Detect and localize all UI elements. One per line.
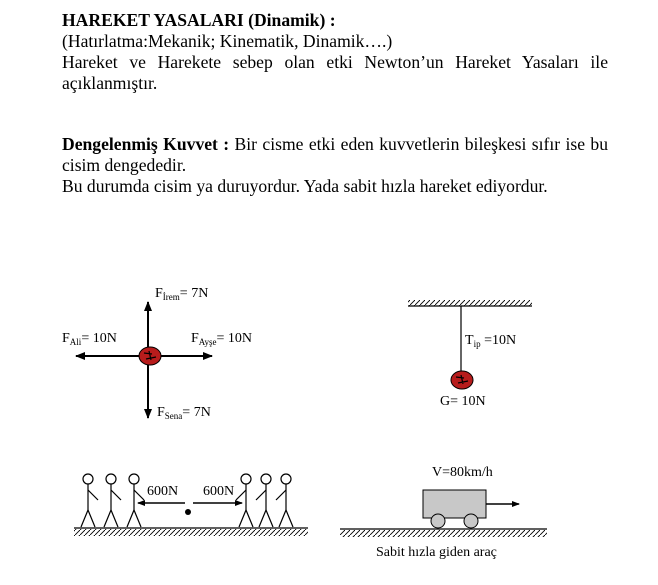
ceiling-hatch	[408, 300, 532, 306]
ground-hatch	[74, 529, 308, 536]
stick-figure	[81, 474, 98, 527]
force-label-irem	[155, 286, 208, 302]
tension-label-sub: ip	[473, 339, 481, 349]
weight-label: G= 10N	[440, 394, 486, 409]
vehicle-wheel	[464, 514, 478, 528]
left-force-label: 600N	[147, 484, 179, 499]
balanced-force-term: Dengelenmiş Kuvvet :	[62, 134, 230, 154]
tension-label-base: T	[465, 333, 474, 348]
force-label-base: F	[157, 405, 165, 420]
page-title: HAREKET YASALARI (Dinamik) :	[62, 10, 336, 30]
stick-figure	[276, 474, 293, 527]
force-label-sub: Sena	[164, 411, 183, 421]
speed-label: V=80km/h	[432, 465, 493, 480]
balanced-force-explanation: Bu durumda cisim ya duruyordur. Yada sabit hızla hareket ediyordur.	[62, 176, 548, 196]
force-label-base: F	[155, 286, 163, 301]
vehicle-caption: Sabit hızla giden araç	[376, 545, 497, 560]
stick-figure	[256, 474, 273, 527]
tug-of-war-diagram	[74, 474, 308, 528]
force-label-sub: İrem	[162, 292, 180, 302]
force-label-ayse	[191, 331, 252, 347]
right-force-label: 600N	[203, 484, 235, 499]
rope-center-mark	[185, 509, 191, 515]
force-diagram	[76, 302, 212, 418]
tension-label	[465, 333, 516, 349]
force-label-ali	[62, 331, 117, 347]
force-label-sub: Ali	[69, 337, 82, 347]
vehicle-diagram	[340, 490, 547, 537]
vehicle-wheel	[431, 514, 445, 528]
force-label-sub: Ayşe	[198, 337, 217, 347]
stick-figure	[104, 474, 121, 527]
force-label-value: = 10N	[216, 331, 252, 346]
force-label-value: = 7N	[179, 286, 209, 301]
stick-figure	[236, 474, 253, 527]
force-label-base: F	[62, 331, 70, 346]
force-label-value: = 7N	[182, 405, 211, 420]
tension-label-value: =10N	[480, 333, 517, 348]
force-label-sena	[157, 405, 211, 421]
stick-figure	[127, 474, 144, 527]
intro-text: Hareket ve Harekete sebep olan etki Newton’un Hareket Yasaları ile açıklanmıştır.	[62, 52, 608, 93]
vehicle-body	[423, 490, 486, 518]
reminder-text: (Hatırlatma:Mekanik; Kinematik, Dinamik….)	[62, 31, 393, 51]
force-label-base: F	[191, 331, 199, 346]
force-label-value: = 10N	[81, 331, 117, 346]
balanced-force-def-text: Bir cisme etki eden kuvvetlerin bileşkesi sıfır ise bu cisim dengededir.	[62, 134, 608, 175]
road-hatch	[340, 530, 547, 537]
